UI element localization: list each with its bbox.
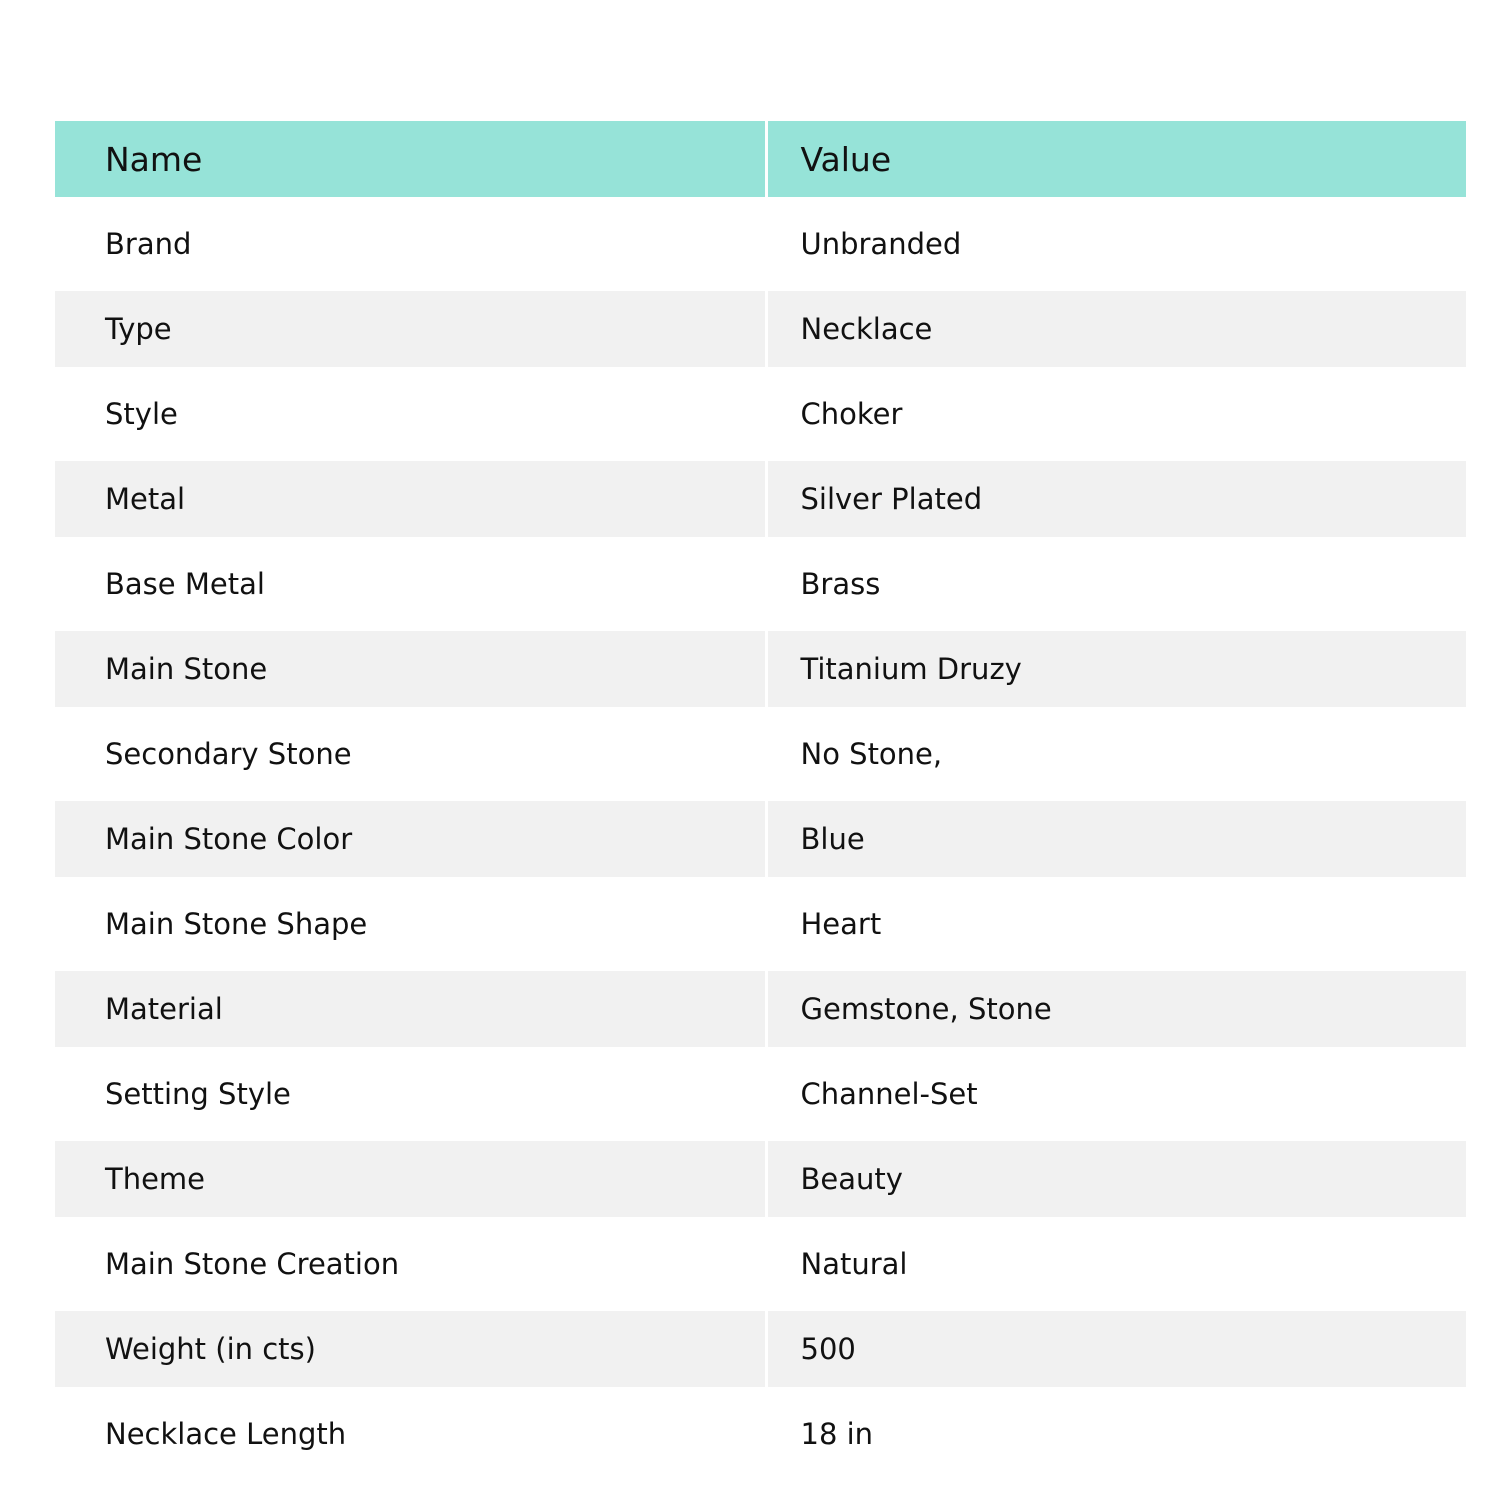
- row-name-cell: Main Stone Creation: [55, 1217, 766, 1311]
- row-value-cell: Channel-Set: [766, 1047, 1466, 1141]
- row-name-cell: Brand: [55, 197, 766, 291]
- table-row: [55, 707, 1466, 801]
- row-value-cell: Titanium Druzy: [766, 631, 1466, 707]
- row-name-cell: Main Stone Color: [55, 801, 766, 877]
- table-body: [55, 197, 1466, 1481]
- row-value-cell: Beauty: [766, 1141, 1466, 1217]
- table-row: [55, 1141, 1466, 1217]
- row-value-cell: Brass: [766, 537, 1466, 631]
- row-value-cell: Necklace: [766, 291, 1466, 367]
- table-row: [55, 1047, 1466, 1141]
- row-value-cell: No Stone,: [766, 707, 1466, 801]
- table-row: [55, 971, 1466, 1047]
- column-header-name: Name: [55, 121, 766, 197]
- row-name-cell: Style: [55, 367, 766, 461]
- row-name-cell: Secondary Stone: [55, 707, 766, 801]
- row-value-cell: Natural: [766, 1217, 1466, 1311]
- row-name-cell: Theme: [55, 1141, 766, 1217]
- table-row: [55, 1311, 1466, 1387]
- row-name-cell: Setting Style: [55, 1047, 766, 1141]
- row-name-cell: Material: [55, 971, 766, 1047]
- item-specifics-table: [55, 121, 1466, 1481]
- row-name-cell: Metal: [55, 461, 766, 537]
- row-value-cell: Blue: [766, 801, 1466, 877]
- table-row: [55, 1217, 1466, 1311]
- table-row: [55, 631, 1466, 707]
- table-row: [55, 801, 1466, 877]
- table-row: [55, 877, 1466, 971]
- column-header-value: Value: [766, 121, 1466, 197]
- row-value-cell: 500: [766, 1311, 1466, 1387]
- table-row: [55, 461, 1466, 537]
- table-row: [55, 537, 1466, 631]
- table-row: [55, 1387, 1466, 1481]
- row-value-cell: Choker: [766, 367, 1466, 461]
- row-value-cell: Gemstone, Stone: [766, 971, 1466, 1047]
- row-name-cell: Main Stone: [55, 631, 766, 707]
- table-row: [55, 291, 1466, 367]
- row-value-cell: Unbranded: [766, 197, 1466, 291]
- table-header-row: [55, 121, 1466, 197]
- row-value-cell: 18 in: [766, 1387, 1466, 1481]
- table-row: [55, 197, 1466, 291]
- row-name-cell: Weight (in cts): [55, 1311, 766, 1387]
- table-row: [55, 367, 1466, 461]
- row-name-cell: Type: [55, 291, 766, 367]
- row-name-cell: Base Metal: [55, 537, 766, 631]
- row-value-cell: Silver Plated: [766, 461, 1466, 537]
- row-name-cell: Main Stone Shape: [55, 877, 766, 971]
- row-name-cell: Necklace Length: [55, 1387, 766, 1481]
- row-value-cell: Heart: [766, 877, 1466, 971]
